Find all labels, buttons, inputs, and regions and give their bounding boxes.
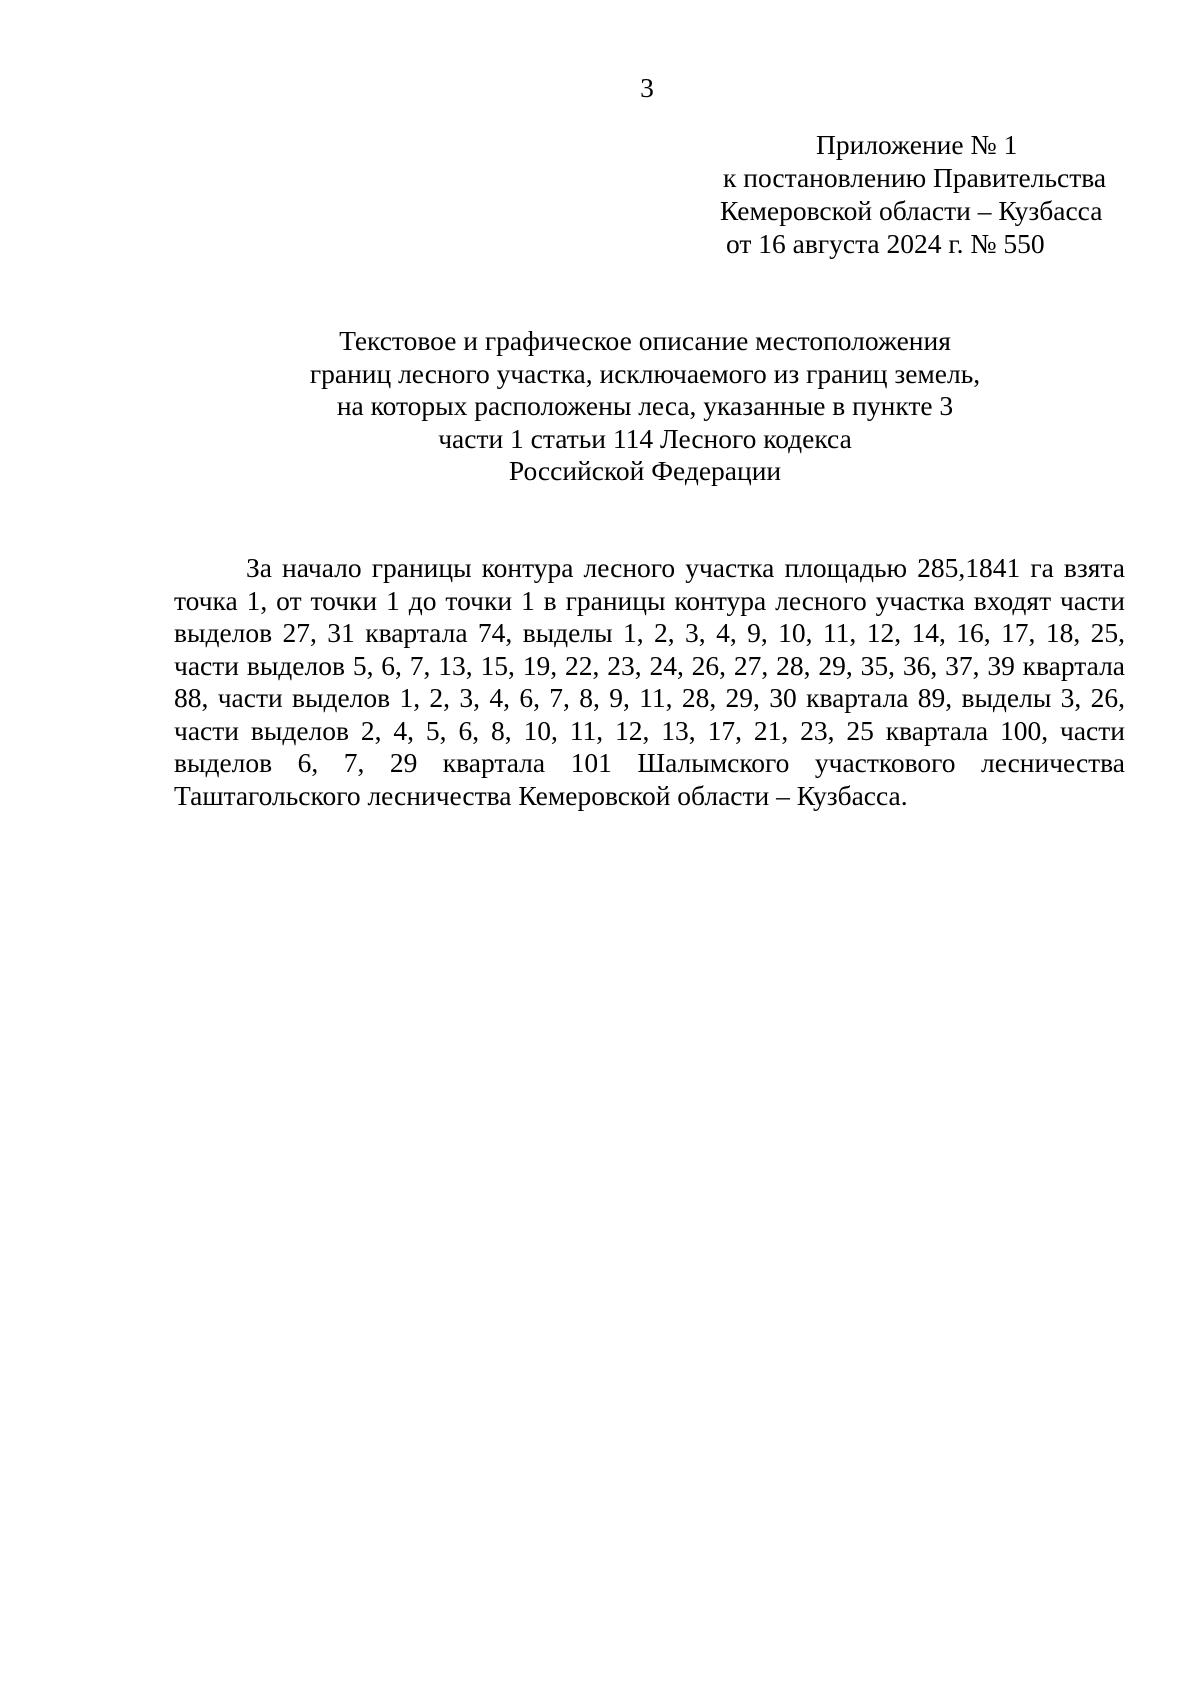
appendix-line-3: Кемеровской области – Кузбасса bbox=[720, 195, 1103, 226]
body-paragraph: За начало границы контура лесного участка площадью 285,1841 га взята точка 1, от точки 1 до точки 1 в границы контура лесного участка входят части выделов 27, 31 квартала 74, выделы 1, 2, 3, 4, 9, 10, 11, 12, 14, 16, 17, 18, 25, части выделов 5, 6, 7, 13, 15, 19, 22, 23, 24, 26, 27, 28, 29, 35, 36, 37, 39 квартала 88, части выделов 1, 2, 3, 4, 6, 7, 8, 9, 11, 28, 29, 30 квартала 89, выделы 3, 26, части выделов 2, 4, 5, 6, 8, 10, 11, 12, 13, 17, 21, 23, 25 квартала 100, части выделов 6, 7, 29 квартала 101 Шалымского участкового лесничества Таштагольского лесничества Кемеровской области – Кузбасса. bbox=[174, 552, 1125, 811]
title-line: Российской Федерации bbox=[508, 455, 782, 486]
document-title bbox=[245, 325, 1045, 488]
appendix-line-4: от 16 августа 2024 г. № 550 bbox=[726, 228, 1045, 259]
title-line: на которых расположены леса, указанные в пункте 3 bbox=[336, 390, 954, 421]
title-line: границ лесного участка, исключаемого из границ земель, bbox=[309, 357, 981, 389]
title-line: части 1 статьи 114 Лесного кодекса bbox=[438, 422, 852, 454]
appendix-line-1: Приложение № 1 bbox=[816, 129, 1018, 160]
page-number: 3 bbox=[640, 72, 654, 103]
appendix-line-2: к постановлению Правительства bbox=[723, 162, 1107, 193]
title-line: Текстовое и графическое описание местоположения bbox=[339, 325, 951, 356]
